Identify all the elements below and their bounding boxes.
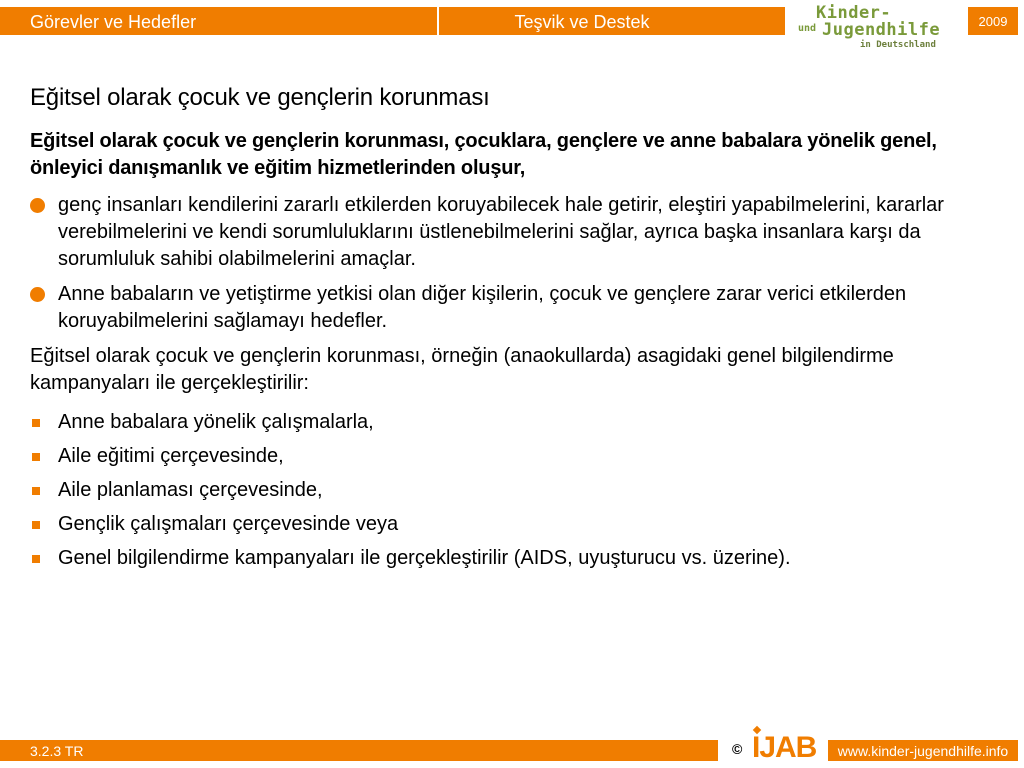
bullet-list — [30, 192, 990, 335]
bullet-dot-icon — [30, 287, 45, 302]
kinder-jugendhilfe-logo — [798, 3, 963, 51]
list-item-text: Aile eğitimi çerçevesinde, — [58, 445, 284, 467]
logo-line-2-prefix: und — [798, 23, 817, 34]
bullet-square-icon — [32, 487, 40, 495]
body-paragraph: Eğitsel olarak çocuk ve gençlerin korunması, örneğin (anaokullarda) asagidaki genel bilgilendirme kampanyaları ile gerçekleştirilir: — [30, 345, 894, 394]
list-item-text: Anne babaların ve yetiştirme yetkisi olan diğer kişilerin, çocuk ve gençlere zarar verici etkilerden koruyabilmelerini sağlamayı hedefler. — [58, 283, 907, 332]
list-item-text: Genel bilgilendirme kampanyaları ile gerçekleştirilir (AIDS, uyuşturucu vs. üzerine). — [58, 547, 791, 569]
copyright-symbol: © — [732, 741, 743, 757]
list-item-text: Gençlik çalışmaları çerçevesinde veya — [58, 513, 399, 535]
sub-list — [30, 409, 990, 572]
logo-line-1: Kinder- — [816, 3, 892, 23]
bullet-square-icon — [32, 419, 40, 427]
list-item-text: genç insanları kendilerini zararlı etkilerden koruyabilecek hale getirir, eleştiri yapabilmelerini, kararlar verebilmelerini ve kendi sorumluluklarını üstlenebilmelerini sağlar, ayrıca başka insanlara karşı da sorumluluk sahibi olabilmelerini amaçlar. — [58, 194, 944, 270]
slide-number: 3.2.3 TR — [30, 743, 84, 759]
list-item — [30, 443, 990, 470]
ijab-logo — [752, 727, 817, 767]
list-item-text: Aile planlaması çerçevesinde, — [58, 479, 323, 501]
bullet-square-icon — [32, 453, 40, 461]
list-item-text: Anne babalara yönelik çalışmalarla, — [58, 411, 374, 433]
section-tab-support[interactable]: Teşvik ve Destek — [514, 12, 650, 32]
logo-line-3: in Deutschland — [860, 40, 936, 50]
header-bar — [0, 7, 785, 35]
website-link[interactable]: www.kinder-jugendhilfe.info — [828, 740, 1018, 761]
logo-line-2: Jugendhilfe — [822, 20, 941, 40]
year-badge: 2009 — [968, 7, 1018, 35]
list-item — [30, 409, 990, 436]
list-item — [30, 192, 990, 273]
bullet-dot-icon — [30, 198, 45, 213]
footer-bar — [0, 740, 718, 761]
bullet-square-icon — [32, 521, 40, 529]
section-tab-goals[interactable]: Görevler ve Hedefler — [30, 12, 197, 32]
page-title: Eğitsel olarak çocuk ve gençlerin korunması — [30, 84, 490, 111]
lead-paragraph: Eğitsel olarak çocuk ve gençlerin korunması, çocuklara, gençlere ve anne babalara yönelik genel, önleyici danışmanlık ve eğitim hizmetlerinden oluşur, — [30, 130, 937, 179]
ijab-logo-text: IJAB — [752, 731, 817, 764]
bullet-square-icon — [32, 555, 40, 563]
list-item — [30, 281, 990, 335]
list-item — [30, 477, 990, 504]
list-item — [30, 545, 990, 572]
slide-content — [30, 84, 990, 579]
list-item — [30, 511, 990, 538]
